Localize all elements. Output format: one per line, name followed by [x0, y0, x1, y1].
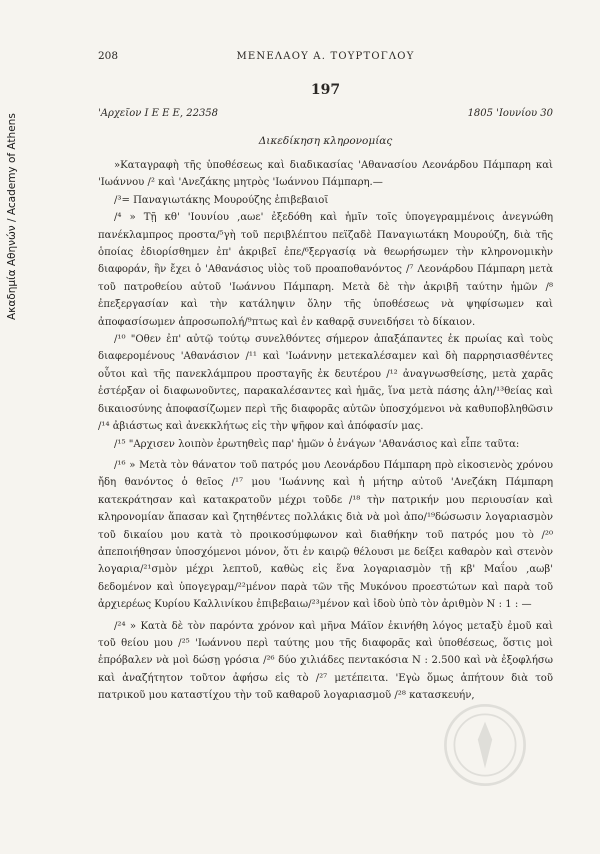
- paragraph: /¹⁰ "Οθεν ἐπ' αὐτῷ τούτῳ συνελθόντες σήμερον ἀπαξάπαντες ἐκ πρωίας καὶ τοὺς διαφερομένους 'Αθανάσιον /¹¹ καὶ 'Ιωάννην μετεκαλέσαμεν καὶ δὴ παρρησιασθέντες οὗτοι καὶ τῆς πανεκλάμπρου προσταγῆς ἐκ δευτέρου /¹² ἀναγνωσθείσης, μετὰ χαρᾶς ἐστέρξαν οἱ διαφωνοῦντες, παρακαλέσαντες καὶ ἡμᾶς, ἵνα μετὰ πάσης ἀλη/¹³θείας καὶ δικαιοσύνης ἀποφασίζωμεν περὶ τῆς διαφορᾶς αὐτῶν ὑποσχόμενοι νὰ καθυποβληθῶσιν /¹⁴ ἀβιάστως καὶ ἀνεκκλήτως εἰς τὴν ψῆφον καὶ ἀπόφασίν μας.: [98, 334, 553, 433]
- page-number: 208: [98, 50, 119, 62]
- paragraph: /¹⁵ "Αρχισεν λοιπὸν ἐρωτηθεὶς παρ' ἡμῶν ὁ ἐνάγων 'Αθανάσιος καὶ εἶπε ταῦτα:: [114, 438, 520, 450]
- running-title: ΜΕΝΕΛΑΟΥ Α. ΤΟΥΡΤΟΓΛΟΥ: [236, 51, 415, 62]
- document-number: 197: [310, 82, 341, 98]
- paragraph: /⁴ » Τῇ κθ' 'Ιουνίου ,αωε' ἐξεδόθη καὶ ἡμῖν τοῖς ὑπογεγραμμένοις ἀνεγνώθη πανέκλαμπρος προστα/⁵γὴ τοῦ περιβλέπτου πεϊζαδὲ Παναγιωτάκη Μουρούζη, διὰ τῆς ὁποίας ἐδιορίσθημεν ἐπ' ἀκριβεῖ ἐπε/⁶ξεργασίᾳ νὰ θεωρήσωμεν τὴν κληρονομικὴν διαφοράν, ἣν ἔχει ὁ 'Αθανάσιος υἱὸς τοῦ προαποθανόντος /⁷ Λεονάρδου Πάμπαρη μετὰ τοῦ πατροθείου αὐτοῦ 'Ιωάννου Πάμπαρη. Μετὰ δὲ τὴν ἀκριβῆ ταύτην ἡμῶν /⁸ ἐπεξεργασίαν καὶ τὴν κατάληψιν ὅλην τῆς ὑποθέσεως νὰ ψηφίσωμεν καὶ ἀποφασίσωμεν ἀπροσωπολή/⁹πτως καὶ ἐν καθαρᾷ συνειδήσει τὸ δίκαιον.: [98, 212, 553, 328]
- paragraph: »Καταγραφὴ τῆς ὑποθέσεως καὶ διαδικασίας 'Αθανασίου Λεονάρδου Πάμπαρη καὶ 'Ιωάννου /² καὶ 'Ανεζάκης μητρὸς 'Ιωάννου Πάμπαρη.—: [98, 160, 553, 189]
- document-subject: Δικεδίκηση κληρονομίας: [258, 135, 393, 147]
- archive-reference: 'Αρχεῖον Ι Ε Ε Ε, 22358: [98, 108, 219, 119]
- academy-seal-watermark: [440, 700, 530, 790]
- page: [98, 50, 553, 705]
- document-meta: [98, 108, 553, 119]
- paragraph: /²⁴ » Κατὰ δὲ τὸν παρόντα χρόνον καὶ μῆνα Μάϊον ἐκινήθη λόγος μεταξὺ ἐμοῦ καὶ τοῦ θείου μου /²⁵ 'Ιωάννου περὶ ταύτης μου τῆς διαφορᾶς καὶ ὑποθέσεως, ὅστις μοὶ ἐπρόβαλεν νὰ μοὶ δώσῃ γρόσια /²⁶ δύο χιλιάδες πεντακόσια N : 2.500 καὶ νὰ ἐξοφλήσω καὶ ἀναζήτητον τοῦτον ἀφήσω εἰς τὸ /²⁷ μετέπειτα. 'Εγὼ ὅμως ἀπήτουν διὰ τοῦ πατρικοῦ μου καταστίχου τὴν τοῦ καθαροῦ λογαριασμοῦ /²⁸ κατασκευήν,: [98, 620, 553, 702]
- document-date: 1805 'Ιουνίου 30: [467, 108, 553, 119]
- side-credit: [6, 40, 26, 320]
- side-credit-text: Ακαδημία Αθηνών / Academy of Athens: [6, 113, 18, 320]
- paragraph: /³= Παναγιωτάκης Μουρούζης ἐπιβεβαιοῖ: [114, 194, 329, 206]
- running-head: [98, 50, 553, 66]
- paragraph: /¹⁶ » Μετὰ τὸν θάνατον τοῦ πατρός μου Λεονάρδου Πάμπαρη πρὸ εἰκοσιενὸς χρόνου ἤδη θανόντος ὁ θεῖος /¹⁷ μου 'Ιωάννης καὶ ἡ μήτηρ αὐτοῦ 'Ανεζάκη Πάμπαρη κατεκράτησαν καὶ κατακρατοῦν μέχρι τοῦδε /¹⁸ τὴν πατρικήν μου περιουσίαν καὶ κληρονομίαν ἅπασαν καὶ ζητηθέντες πολλάκις διὰ νὰ μοὶ ἀπο/¹⁹δώσωσιν λογαριασμὸν τοῦ δικαίου μου κατὰ τὸ προικοσύμφωνον καὶ διαθήκην τοῦ πατρός μου τὸ /²⁰ ἀπεποιήθησαν ὑποσχόμενοι μόνον, ὅτι ἐν καιρῷ θέλουσι με δείξει καθαρὸν καὶ στενὸν λογαρια/²¹σμὸν μέχρι λεπτοῦ, καθὼς εἰς ἕνα λογαριασμὸν τῇ κβ' Μαΐου ,αωβ' δεδομένον καὶ ὑπογεγραμ/²²μένον παρὰ τῶν τῆς Μυκόνου προεστώτων καὶ παρὰ τοῦ ἀρχιερέως Κυρίου Καλλινίκου ἐπιβεβαιω/²³μένον καὶ ἰδοὺ ὑπὸ τὸν ἀριθμὸν N : 1 : —: [98, 459, 553, 611]
- document-body: [98, 157, 553, 705]
